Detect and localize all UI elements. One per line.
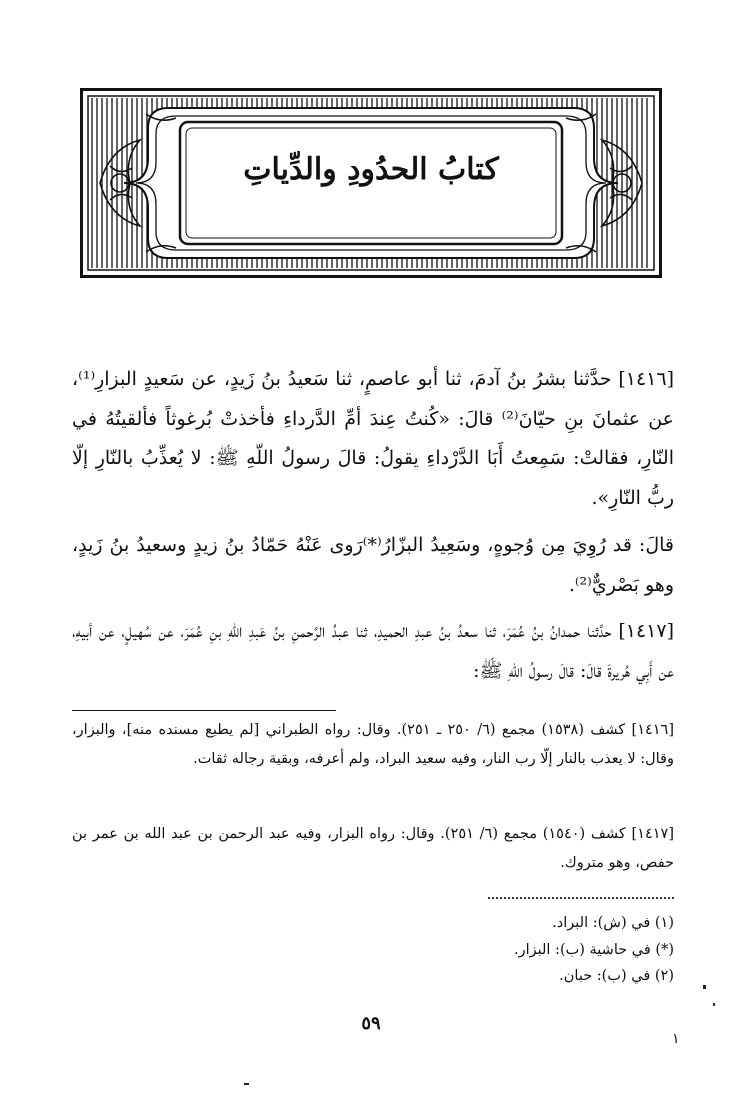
footnote-1: (١) في (ش): البراد. — [552, 915, 674, 931]
footnote-asterisk: (*) في حاشية (ب): البزار. — [513, 942, 674, 958]
note-1417 — [72, 820, 674, 877]
page-number: ٥٩ — [361, 1013, 381, 1034]
comment-1416 — [72, 526, 674, 605]
hadith-1417 — [72, 612, 674, 691]
chapter-title: كتابُ الحدُودِ والدِّياتِ — [243, 152, 499, 187]
corner-mark: ١ — [672, 1031, 680, 1047]
note-1416 — [72, 716, 674, 773]
hadith-1416-text: [١٤١٦] حدَّثنا بشرُ بنُ آدمَ، ثنا أبو عاصمٍ، ثنا سَعيدُ بنُ زَيدٍ، عن سَعيدٍ البزارِ⁽¹⁾، عن عثمانَ بنِ حيّانَ⁽²⁾ قالَ: «كُنتُ عِندَ أمِّ الدَّرداءِ فأخذتْ بُرغوثاً فألقيتُهُ في النّارِ، فقالتْ: سَمِعتُ أَبَا الدَّرْداءِ يقولُ: قالَ رسولُ اللّهِ ﷺ: لا يُعذِّبُ بالنّارِ إلّا ربُّ النّارِ». — [72, 368, 674, 509]
scan-speck — [703, 985, 706, 989]
note-1417-text: [١٤١٧] كشف (١٥٤٠) مجمع (٦/ ٢٥١). وقال: رواه البزار، وفيه عبد الرحمن بن عبد الله بن عمر بن حفص، وهو متروك. — [72, 826, 674, 871]
comment-1416-text: قالَ: قد رُوِيَ مِن وُجوهٍ، وسَعِيدُ البزّارُ⁽*⁾رَوى عَنْهُ حَمّادُ بنُ زيدٍ وسعيدُ بنُ زَيدٍ، وهو بَصْريٌّ⁽²⁾. — [72, 534, 674, 596]
hadith-1416 — [72, 360, 674, 518]
chapter-header-frame — [80, 88, 662, 278]
scan-speck — [713, 1003, 715, 1006]
scan-speck — [244, 1083, 249, 1085]
dotted-separator — [488, 897, 674, 899]
note-1416-text: [١٤١٦] كشف (١٥٣٨) مجمع (٦/ ٢٥٠ ـ ٢٥١). وقال: رواه الطبراني [لم يطبع مسنده منه]، والبزار، وقال: لا يعذب بالنار إلّا رب النار، وفيه سعيد البراد، ولم أعرفه، وبقية رجاله ثقات. — [72, 722, 675, 767]
footnote-2: (٢) في (ب): حبان. — [559, 968, 674, 984]
footnote-separator — [72, 710, 336, 711]
hadith-1417-text: [١٤١٧] حدَّثنا حمدانُ بنُ عُمَرَ، ثنا سعدُ بنُ عبدِ الحميدِ، ثنا عبدُ الرَّحمنِ بنُ عَبدِ اللّهِ بنِ عُمَرَ، عن سُهيلٍ، عن أبيهِ، عن أَبِي هُريرةَ قالَ: قالَ رسولُ اللّهِ ﷺ: — [72, 620, 674, 682]
